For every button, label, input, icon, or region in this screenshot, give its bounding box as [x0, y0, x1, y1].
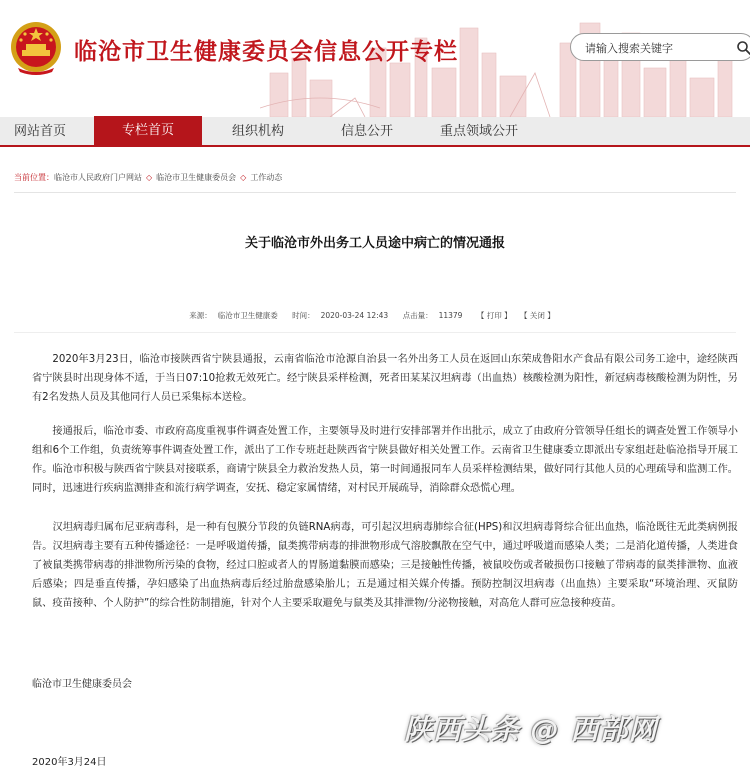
- print-button[interactable]: 【 打印 】: [476, 311, 512, 320]
- article-date: 2020年3月24日: [32, 757, 107, 768]
- breadcrumb: [14, 172, 282, 190]
- nav-item-organization[interactable]: 组织机构: [231, 124, 284, 139]
- divider: [14, 192, 736, 193]
- source-label: 来源：: [189, 311, 212, 320]
- divider: [14, 332, 736, 333]
- site-header: [0, 0, 750, 117]
- breadcrumb-link[interactable]: 工作动态: [250, 173, 283, 182]
- search-input[interactable]: [570, 33, 750, 61]
- search-placeholder: 请输入搜索关键字: [585, 42, 673, 55]
- breadcrumb-separator-icon: ◇: [240, 173, 247, 182]
- article-paragraph: 汉坦病毒归属布尼亚病毒科，是一种有包膜分节段的负链RNA病毒，可引起汉坦病毒肺综合征(HPS)和汉坦病毒肾综合征出血热，临沧既往无此类病例报告。汉坦病毒主要有五种传播途径：一是呼吸道传播，鼠类携带病毒的排泄物形成气溶胶飘散在空气中，通过呼吸道而感染人类；二是消化道传播，人类进食了被鼠类携带病毒的排泄物所污染的食物，经过口腔或者人的胃肠道黏膜而感染；三是接触性传播，被鼠咬伤或者破损伤口接触了带病毒的鼠类排泄物、血液后感染；四是垂直传播，孕妇感染了出血热病毒后经过胎盘感染胎儿；五是通过相关媒介传播。预防控制汉坦病毒（出血热）主要采取“环境治理、灭鼠防鼠、疫苗接种、个人防护”的综合性防制措施，针对个人主要采取避免与鼠类及其排泄物/分泌物接触，对高危人群可应急接种疫苗。: [32, 522, 738, 609]
- breadcrumb-link[interactable]: 临沧市卫生健康委员会: [156, 173, 237, 182]
- breadcrumb-label: 当前位置：: [14, 173, 54, 182]
- national-emblem-icon: [8, 20, 64, 78]
- source-value: 临沧市卫生健康委: [217, 311, 278, 320]
- article-meta: [0, 310, 750, 321]
- article-paragraph: 2020年3月23日，临沧市接陕西省宁陕县通报，云南省临沧市沧源自治县一名外出务工人员在返回山东荣成鲁阳水产食品有限公司务工途中，途经陕西省宁陕县时出现身体不适，于当日07:10抢救无效死亡。经宁陕县采样检测，死者田某某汉坦病毒（出血热）核酸检测为阳性，新冠病毒核酸检测为阴性，另有2名发热人员及其他同行人员已采集标本送检。: [32, 354, 738, 403]
- article-signature: 临沧市卫生健康委员会: [32, 679, 132, 690]
- breadcrumb-separator-icon: ◇: [146, 173, 153, 182]
- clicks-value: 11379: [438, 311, 463, 320]
- watermark: 陕西头条 @ 西部网: [404, 713, 658, 746]
- nav-item-column-home[interactable]: 专栏首页: [94, 116, 202, 147]
- site-title[interactable]: 临沧市卫生健康委员会信息公开专栏: [74, 39, 458, 65]
- time-value: 2020-03-24 12:43: [320, 311, 389, 320]
- article-paragraph: 接通报后，临沧市委、市政府高度重视事件调查处置工作，主要领导及时进行安排部署并作出批示，成立了由政府分管领导任组长的调查处置工作领导小组和6个工作组，负责统筹事件调查处置工作，派出了工作专班赶赴陕西省宁陕县做好相关处置工作。云南省卫生健康委立即派出专家组赶赴临沧指导开展工作。临沧市积极与陕西省宁陕县对接联系，商请宁陕县全力救治发热人员，第一时间通报同车人员采样检测结果，做好同行其他人员的心理疏导和监测工作。同时，迅速进行疾病监测排查和流行病学调查，安抚、稳定家属情绪，对村民开展疏导，消除群众恐慌心理。: [32, 426, 738, 494]
- breadcrumb-link[interactable]: 临沧市人民政府门户网站: [54, 173, 142, 182]
- article-title: 关于临沧市外出务工人员途中病亡的情况通报: [244, 236, 505, 251]
- nav-item-info-disclosure[interactable]: 信息公开: [340, 124, 393, 139]
- nav-item-home[interactable]: 网站首页: [13, 124, 66, 139]
- close-button[interactable]: 【 关闭 】: [520, 311, 555, 320]
- main-nav: [0, 117, 750, 147]
- nav-item-key-areas[interactable]: 重点领域公开: [439, 124, 518, 139]
- search-icon[interactable]: [736, 40, 750, 56]
- time-label: 时间：: [292, 311, 315, 320]
- clicks-label: 点击量：: [402, 311, 433, 320]
